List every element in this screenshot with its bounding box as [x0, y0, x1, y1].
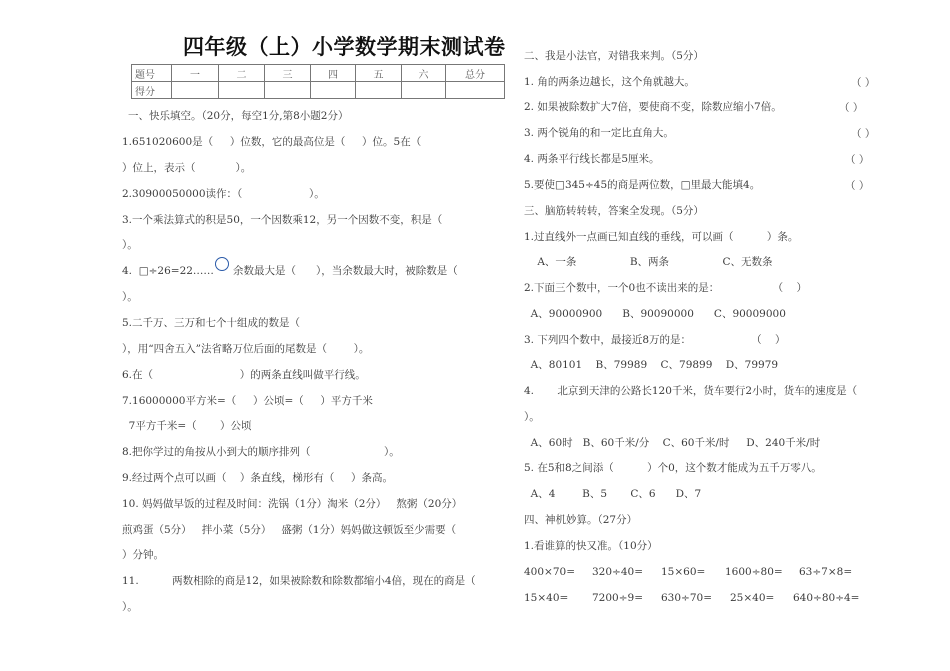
score-cell: 三 — [265, 65, 311, 82]
score-cell: 题号 — [132, 65, 172, 82]
choice-line: 3. 下列四个数中，最接近8万的是： （ ） — [524, 334, 786, 346]
choice-line: 5. 在5和8之间添（ ）个0，这个数才能成为五千万零八。 — [524, 462, 822, 474]
circle-mark-icon — [215, 257, 229, 271]
question-line: 9.经过两个点可以画（ ）条直线，梯形有（ ）条高。 — [122, 472, 394, 484]
question-line: 10. 妈妈做早饭的过程及时间：洗锅（1分）淘米（2分） 熬粥（20分） — [122, 498, 463, 510]
question-line: ），用“四舍五入”法省略万位后面的尾数是（ ）。 — [122, 343, 370, 355]
answer-blank[interactable]: （ ） — [851, 128, 876, 140]
choice-line: 2.下面三个数中，一个0也不读出来的是： （ ） — [524, 282, 807, 294]
question-line: ）。 — [122, 239, 138, 251]
question-line: 7平方千米=（ ）公顷 — [122, 420, 252, 432]
question-line: 4. □÷26=22…… — [122, 265, 214, 277]
judge-item: 5.要使□345÷45的商是两位数，□里最大能填4。 — [524, 179, 761, 191]
score-cell: 总分 — [446, 65, 505, 82]
choice-options: A、一条 B、两条 C、无数条 — [524, 256, 773, 268]
score-cell: 二 — [219, 65, 265, 82]
score-input-cell[interactable] — [356, 82, 402, 99]
answer-blank[interactable]: （ ） — [845, 154, 870, 166]
score-input-cell[interactable] — [402, 82, 446, 99]
score-input-cell[interactable] — [219, 82, 265, 99]
question-line: 3.一个乘法算式的积是50，一个因数乘12，另一个因数不变，积是（ — [122, 214, 443, 226]
answer-blank[interactable]: （ ） — [839, 102, 864, 114]
score-input-cell[interactable] — [265, 82, 311, 99]
calc-item: 63÷7×8= — [799, 566, 853, 578]
question-line: 2.30900050000读作：（ ）。 — [122, 188, 325, 200]
score-input-cell[interactable] — [311, 82, 356, 99]
judge-item: 1. 角的两条边越长，这个角就越大。 — [524, 76, 695, 88]
answer-blank[interactable]: （ ） — [851, 77, 876, 89]
choice-options: A、4 B、5 C、6 D、7 — [524, 488, 702, 500]
page-title: 四年级（上）小学数学期末测试卷 — [183, 35, 506, 59]
question-line: ）分钟。 — [122, 549, 164, 561]
question-line: ）。 — [122, 291, 138, 303]
question-line: ）位上，表示（ ）。 — [122, 162, 252, 174]
question-line: 11. 两数相除的商是12，如果被除数和除数都缩小4倍，现在的商是（ — [122, 575, 476, 587]
question-line: 煎鸡蛋（5分） 拌小菜（5分） 盛粥（1分）妈妈做这顿饭至少需要（ — [122, 524, 457, 536]
score-cell: 四 — [311, 65, 356, 82]
section-heading: 一、快乐填空。（20分，每空1分,第8小题2分） — [128, 110, 349, 122]
score-cell: 得分 — [132, 82, 172, 99]
question-line: 6.在（ ）的两条直线叫做平行线。 — [122, 369, 366, 381]
calc-item: 320÷40= — [592, 566, 643, 578]
choice-line: ）。 — [524, 411, 540, 423]
score-table-header-row — [132, 65, 505, 82]
judge-item: 2. 如果被除数扩大7倍，要使商不变，除数应缩小7倍。 — [524, 101, 782, 113]
question-line: 1.651020600是（ ）位数，它的最高位是（ ）位。5在（ — [122, 136, 422, 148]
section-heading: 四、神机妙算。（27分） — [524, 514, 638, 526]
calc-item: 7200÷9= — [592, 592, 643, 604]
calc-item: 630÷70= — [661, 592, 712, 604]
section-heading: 二、我是小法官，对错我来判。（5分） — [524, 50, 704, 62]
choice-options: A、80101 B、79989 C、79899 D、79979 — [524, 359, 779, 371]
question-line: 7.16000000平方米=（ ）公顷=（ ）平方千米 — [122, 395, 373, 407]
question-line: 8.把你学过的角按从小到大的顺序排列（ ）。 — [122, 446, 400, 458]
question-line: ）。 — [122, 601, 138, 613]
calc-item: 15×60= — [661, 566, 706, 578]
calc-item: 25×40= — [730, 592, 775, 604]
score-cell: 六 — [402, 65, 446, 82]
score-table-score-row — [132, 82, 505, 99]
choice-options: A、90000900 B、90090000 C、90009000 — [524, 308, 786, 320]
calc-item: 400×70= — [524, 566, 575, 578]
judge-item: 3. 两个锐角的和一定比直角大。 — [524, 127, 674, 139]
question-line: 5.二千万、三万和七个十组成的数是（ — [122, 317, 301, 329]
score-input-cell[interactable] — [446, 82, 505, 99]
score-cell: 五 — [356, 65, 402, 82]
choice-line: 4. 北京到天津的公路长120千米，货车要行2小时，货车的速度是（ — [524, 385, 858, 397]
calc-item: 15×40= — [524, 592, 569, 604]
question-line: 余数最大是（ ），当余数最大时，被除数是（ — [233, 265, 458, 277]
sub-heading: 1.看谁算的快又准。（10分） — [524, 540, 658, 552]
score-input-cell[interactable] — [172, 82, 219, 99]
answer-blank[interactable]: （ ） — [845, 180, 870, 192]
choice-line: 1.过直线外一点画已知直线的垂线，可以画（ ）条。 — [524, 231, 799, 243]
score-cell: 一 — [172, 65, 219, 82]
judge-item: 4. 两条平行线长都是5厘米。 — [524, 153, 660, 165]
calc-item: 1600÷80= — [725, 566, 783, 578]
calc-item: 640÷80÷4= — [793, 592, 860, 604]
choice-options: A、60时 B、60千米/分 C、60千米/时 D、240千米/时 — [524, 437, 821, 449]
score-table — [131, 64, 505, 99]
section-heading: 三、脑筋转转转，答案全发现。（5分） — [524, 205, 704, 217]
